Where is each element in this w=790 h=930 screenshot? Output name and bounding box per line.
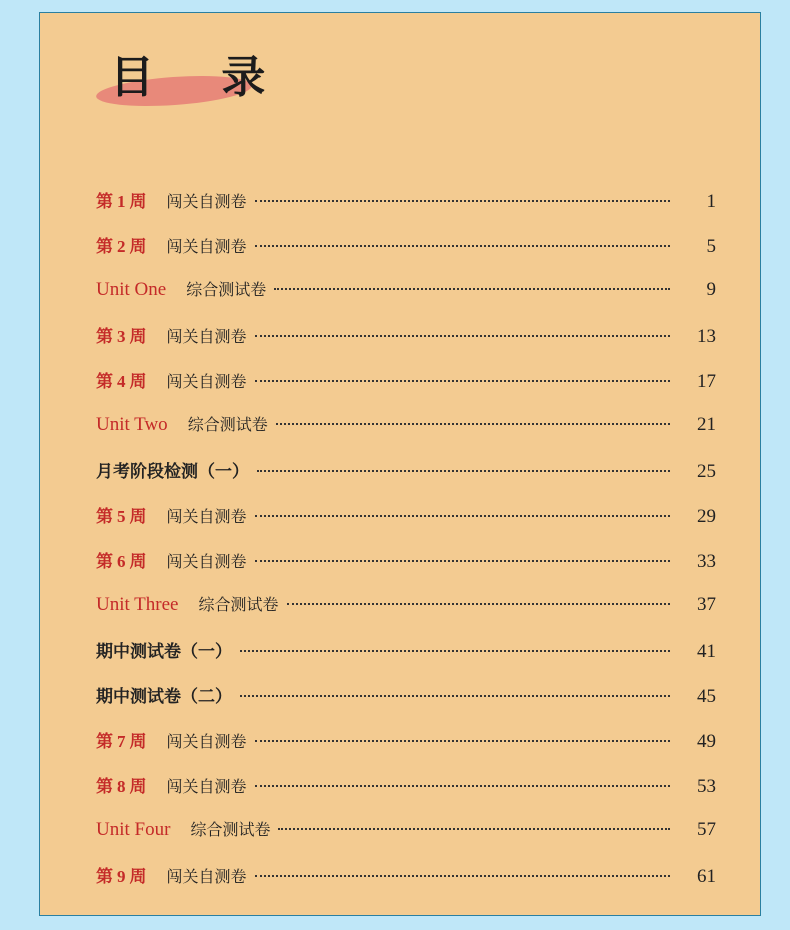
entry-unit-heading: Unit Four [96, 819, 171, 840]
entry-page-number: 61 [697, 866, 716, 887]
week-number: 6 [117, 552, 126, 571]
entry-label: 闯关自测卷 [166, 867, 247, 886]
week-number: 5 [117, 507, 126, 526]
entry-page-number: 13 [697, 326, 716, 347]
week-number: 7 [117, 732, 126, 751]
toc-entry[interactable] [96, 232, 716, 262]
week-suffix: 周 [129, 327, 147, 347]
toc-entry[interactable] [96, 277, 716, 307]
dot-leader [276, 423, 670, 425]
toc-entry[interactable] [96, 772, 716, 802]
dot-leader [287, 603, 670, 605]
dot-leader [255, 245, 670, 247]
dot-leader [255, 740, 670, 742]
week-suffix: 周 [129, 732, 147, 752]
entry-label: 闯关自测卷 [166, 552, 247, 571]
entry-week-heading [96, 322, 147, 347]
entry-page-number: 9 [706, 279, 716, 300]
entry-page-number: 5 [706, 236, 716, 257]
toc-entry[interactable] [96, 637, 716, 667]
dot-leader [257, 470, 670, 472]
week-suffix: 周 [129, 237, 147, 257]
entry-week-heading [96, 232, 147, 257]
week-number: 1 [117, 192, 126, 211]
entry-week-heading [96, 772, 147, 797]
entry-label: 综合测试卷 [190, 820, 271, 839]
dot-leader [240, 695, 670, 697]
dot-leader [255, 200, 670, 202]
entry-week-heading [96, 547, 147, 572]
week-suffix: 周 [129, 552, 147, 572]
entry-week-heading [96, 727, 147, 752]
toc-entry[interactable] [96, 682, 716, 712]
entry-unit-heading: Unit Three [96, 594, 179, 615]
toc-entry[interactable] [96, 322, 716, 352]
week-prefix: 第 [96, 552, 113, 572]
entry-week-heading [96, 862, 147, 887]
week-suffix: 周 [129, 867, 147, 887]
entry-page-number: 45 [697, 686, 716, 707]
entry-page-number: 1 [706, 191, 716, 212]
entry-page-number: 49 [697, 731, 716, 752]
entry-page-number: 33 [697, 551, 716, 572]
dot-leader [278, 828, 670, 830]
week-prefix: 第 [96, 372, 113, 392]
entry-page-number: 25 [697, 461, 716, 482]
entry-week-heading [96, 187, 147, 212]
dot-leader [240, 650, 670, 652]
toc-entry[interactable] [96, 457, 716, 487]
week-prefix: 第 [96, 327, 113, 347]
week-suffix: 周 [129, 372, 147, 392]
entry-label: 闯关自测卷 [166, 192, 247, 211]
toc-entry[interactable] [96, 817, 716, 847]
dot-leader [255, 335, 670, 337]
week-number: 3 [117, 327, 126, 346]
toc-entry[interactable] [96, 502, 716, 532]
week-prefix: 第 [96, 192, 113, 212]
entry-heading: 月考阶段检测（一） [96, 462, 249, 482]
entry-heading: 期中测试卷（二） [96, 687, 232, 707]
entry-label: 闯关自测卷 [166, 507, 247, 526]
week-number: 8 [117, 777, 126, 796]
toc-entry[interactable] [96, 727, 716, 757]
week-prefix: 第 [96, 507, 113, 527]
entry-page-number: 57 [697, 819, 716, 840]
entry-page-number: 37 [697, 594, 716, 615]
entry-page-number: 41 [697, 641, 716, 662]
toc-entry[interactable] [96, 862, 716, 892]
title-block [92, 39, 292, 109]
week-number: 9 [117, 867, 126, 886]
entry-unit-heading: Unit Two [96, 414, 168, 435]
dot-leader [255, 785, 670, 787]
entry-page-number: 29 [697, 506, 716, 527]
week-suffix: 周 [129, 192, 147, 212]
entry-label: 闯关自测卷 [166, 372, 247, 391]
toc-entry[interactable] [96, 592, 716, 622]
toc-entry[interactable] [96, 187, 716, 217]
entry-label: 综合测试卷 [187, 415, 268, 434]
entry-label: 闯关自测卷 [166, 732, 247, 751]
week-prefix: 第 [96, 867, 113, 887]
toc-page [39, 12, 761, 916]
week-prefix: 第 [96, 732, 113, 752]
dot-leader [255, 515, 670, 517]
week-prefix: 第 [96, 237, 113, 257]
week-prefix: 第 [96, 777, 113, 797]
toc-entry[interactable] [96, 547, 716, 577]
entry-page-number: 21 [697, 414, 716, 435]
entry-week-heading [96, 367, 147, 392]
dot-leader [274, 288, 670, 290]
entry-label: 闯关自测卷 [166, 777, 247, 796]
week-number: 2 [117, 237, 126, 256]
toc-entry[interactable] [96, 367, 716, 397]
week-suffix: 周 [129, 507, 147, 527]
week-suffix: 周 [129, 777, 147, 797]
entry-page-number: 53 [697, 776, 716, 797]
page-title: 目 录 [110, 52, 292, 103]
entry-label: 闯关自测卷 [166, 237, 247, 256]
dot-leader [255, 380, 670, 382]
entry-label: 综合测试卷 [186, 280, 267, 299]
entry-unit-heading: Unit One [96, 279, 167, 300]
toc-entry[interactable] [96, 412, 716, 442]
entry-heading: 期中测试卷（一） [96, 642, 232, 662]
dot-leader [255, 875, 670, 877]
entry-week-heading [96, 502, 147, 527]
week-number: 4 [117, 372, 126, 391]
entry-label: 闯关自测卷 [166, 327, 247, 346]
dot-leader [255, 560, 670, 562]
entry-page-number: 17 [697, 371, 716, 392]
entry-label: 综合测试卷 [198, 595, 279, 614]
